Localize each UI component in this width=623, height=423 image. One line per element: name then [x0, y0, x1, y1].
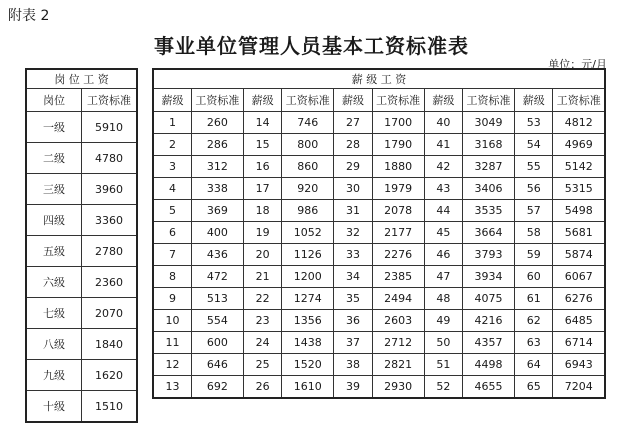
grade-level-cell: 19 — [243, 222, 281, 244]
position-salary-cell: 3960 — [82, 174, 138, 205]
grade-level-cell: 13 — [153, 376, 191, 399]
position-salary-cell: 5910 — [82, 112, 138, 143]
grade-salary-cell: 746 — [282, 112, 334, 134]
grade-salary-cell: 3049 — [463, 112, 515, 134]
grade-salary-cell: 3793 — [463, 244, 515, 266]
grade-level-cell: 64 — [515, 354, 553, 376]
grade-level-cell: 45 — [424, 222, 462, 244]
grade-salary-cell: 1790 — [372, 134, 424, 156]
grade-standard-col-header: 工资标准 — [553, 89, 605, 112]
grade-salary-cell: 2177 — [372, 222, 424, 244]
grade-level-cell: 53 — [515, 112, 553, 134]
position-row — [26, 236, 137, 267]
position-salary-cell: 1510 — [82, 391, 138, 423]
grade-salary-cell: 2821 — [372, 354, 424, 376]
grade-level-cell: 61 — [515, 288, 553, 310]
grade-salary-cell: 3535 — [463, 200, 515, 222]
position-salary-cell: 1840 — [82, 329, 138, 360]
grade-level-cell: 21 — [243, 266, 281, 288]
grade-salary-cell: 7204 — [553, 376, 605, 399]
grade-row — [153, 288, 605, 310]
grade-level-cell: 56 — [515, 178, 553, 200]
grade-salary-cell: 1979 — [372, 178, 424, 200]
position-level-cell: 四级 — [26, 205, 82, 236]
grade-row — [153, 112, 605, 134]
grade-col-header: 薪级 — [243, 89, 281, 112]
grade-level-cell: 49 — [424, 310, 462, 332]
grade-level-cell: 1 — [153, 112, 191, 134]
grade-salary-cell: 400 — [191, 222, 243, 244]
grade-salary-cell: 1356 — [282, 310, 334, 332]
grade-salary-cell: 4655 — [463, 376, 515, 399]
grade-level-cell: 28 — [334, 134, 372, 156]
grade-col-header: 薪级 — [424, 89, 462, 112]
position-row — [26, 112, 137, 143]
grade-level-cell: 11 — [153, 332, 191, 354]
grade-row — [153, 376, 605, 399]
grade-salary-cell: 5874 — [553, 244, 605, 266]
grade-level-cell: 55 — [515, 156, 553, 178]
grade-level-cell: 65 — [515, 376, 553, 399]
appendix-label: 附表 2 — [8, 8, 50, 24]
grade-salary-cell: 4357 — [463, 332, 515, 354]
grade-row — [153, 156, 605, 178]
grade-standard-col-header: 工资标准 — [463, 89, 515, 112]
grade-salary-cell: 6485 — [553, 310, 605, 332]
grade-level-cell: 9 — [153, 288, 191, 310]
position-level-cell: 七级 — [26, 298, 82, 329]
grade-level-cell: 14 — [243, 112, 281, 134]
grade-salary-cell: 6276 — [553, 288, 605, 310]
grade-salary-cell: 369 — [191, 200, 243, 222]
grade-level-cell: 37 — [334, 332, 372, 354]
grade-salary-cell: 5498 — [553, 200, 605, 222]
grade-salary-cell: 513 — [191, 288, 243, 310]
grade-level-cell: 39 — [334, 376, 372, 399]
grade-level-cell: 60 — [515, 266, 553, 288]
grade-salary-cell: 312 — [191, 156, 243, 178]
grade-salary-cell: 1880 — [372, 156, 424, 178]
grade-level-cell: 30 — [334, 178, 372, 200]
grade-col-header: 薪级 — [153, 89, 191, 112]
grade-salary-cell: 1610 — [282, 376, 334, 399]
unit-label: 单位：元/月 — [548, 58, 607, 71]
grade-salary-cell: 1520 — [282, 354, 334, 376]
grade-level-cell: 4 — [153, 178, 191, 200]
position-row — [26, 143, 137, 174]
position-salary-cell: 3360 — [82, 205, 138, 236]
position-level-cell: 五级 — [26, 236, 82, 267]
grade-level-cell: 22 — [243, 288, 281, 310]
grade-salary-cell: 646 — [191, 354, 243, 376]
grade-level-cell: 32 — [334, 222, 372, 244]
grade-salary-cell: 860 — [282, 156, 334, 178]
grade-salary-cell: 2385 — [372, 266, 424, 288]
grade-salary-cell: 3287 — [463, 156, 515, 178]
position-level-cell: 八级 — [26, 329, 82, 360]
grade-level-cell: 48 — [424, 288, 462, 310]
grade-salary-cell: 1126 — [282, 244, 334, 266]
grade-row — [153, 178, 605, 200]
page-title: 事业单位管理人员基本工资标准表 — [154, 34, 469, 58]
grade-salary-cell: 6067 — [553, 266, 605, 288]
grade-salary-cell: 286 — [191, 134, 243, 156]
grade-level-cell: 54 — [515, 134, 553, 156]
grade-salary-cell: 472 — [191, 266, 243, 288]
grade-salary-cell: 1700 — [372, 112, 424, 134]
position-row — [26, 298, 137, 329]
position-row — [26, 360, 137, 391]
grade-salary-cell: 3934 — [463, 266, 515, 288]
grade-level-cell: 17 — [243, 178, 281, 200]
grade-level-cell: 7 — [153, 244, 191, 266]
grade-salary-cell: 4498 — [463, 354, 515, 376]
grade-level-cell: 58 — [515, 222, 553, 244]
grade-salary-cell: 986 — [282, 200, 334, 222]
position-level-cell: 二级 — [26, 143, 82, 174]
grade-salary-cell: 1274 — [282, 288, 334, 310]
grade-salary-cell: 260 — [191, 112, 243, 134]
grade-group-header: 薪 级 工 资 — [153, 69, 605, 89]
grade-level-cell: 10 — [153, 310, 191, 332]
grade-level-cell: 5 — [153, 200, 191, 222]
grade-row — [153, 244, 605, 266]
grade-row — [153, 354, 605, 376]
grade-level-cell: 34 — [334, 266, 372, 288]
grade-salary-cell: 4969 — [553, 134, 605, 156]
position-level-cell: 三级 — [26, 174, 82, 205]
grade-salary-cell: 5681 — [553, 222, 605, 244]
grade-level-cell: 41 — [424, 134, 462, 156]
grade-row — [153, 266, 605, 288]
grade-row — [153, 200, 605, 222]
grade-level-cell: 25 — [243, 354, 281, 376]
grade-salary-cell: 5315 — [553, 178, 605, 200]
grade-level-cell: 20 — [243, 244, 281, 266]
grade-salary-cell: 2494 — [372, 288, 424, 310]
position-col-header: 岗位 — [26, 89, 82, 112]
grade-salary-cell: 2930 — [372, 376, 424, 399]
grade-salary-cell: 338 — [191, 178, 243, 200]
grade-salary-cell: 1438 — [282, 332, 334, 354]
grade-col-header: 薪级 — [515, 89, 553, 112]
grade-level-cell: 26 — [243, 376, 281, 399]
grade-level-cell: 31 — [334, 200, 372, 222]
grade-level-cell: 24 — [243, 332, 281, 354]
position-salary-cell: 2360 — [82, 267, 138, 298]
grade-level-cell: 57 — [515, 200, 553, 222]
position-row — [26, 267, 137, 298]
grade-level-cell: 27 — [334, 112, 372, 134]
grade-level-cell: 29 — [334, 156, 372, 178]
grade-salary-cell: 4812 — [553, 112, 605, 134]
grade-level-cell: 36 — [334, 310, 372, 332]
grade-level-cell: 12 — [153, 354, 191, 376]
grade-level-cell: 63 — [515, 332, 553, 354]
grade-salary-cell: 1052 — [282, 222, 334, 244]
grade-standard-col-header: 工资标准 — [191, 89, 243, 112]
grade-salary-cell: 1200 — [282, 266, 334, 288]
position-salary-cell: 2780 — [82, 236, 138, 267]
position-level-cell: 一级 — [26, 112, 82, 143]
grade-row — [153, 332, 605, 354]
grade-level-cell: 16 — [243, 156, 281, 178]
grade-standard-col-header: 工资标准 — [282, 89, 334, 112]
grade-salary-table — [152, 68, 606, 399]
grade-level-cell: 23 — [243, 310, 281, 332]
position-salary-cell: 4780 — [82, 143, 138, 174]
grade-level-cell: 15 — [243, 134, 281, 156]
grade-salary-cell: 2078 — [372, 200, 424, 222]
standard-col-header: 工资标准 — [82, 89, 138, 112]
grade-salary-cell: 3406 — [463, 178, 515, 200]
grade-salary-cell: 3168 — [463, 134, 515, 156]
grade-level-cell: 51 — [424, 354, 462, 376]
grade-level-cell: 42 — [424, 156, 462, 178]
grade-standard-col-header: 工资标准 — [372, 89, 424, 112]
grade-salary-cell: 2712 — [372, 332, 424, 354]
grade-level-cell: 40 — [424, 112, 462, 134]
position-salary-table — [25, 68, 138, 423]
grade-row — [153, 222, 605, 244]
grade-row — [153, 134, 605, 156]
grade-level-cell: 18 — [243, 200, 281, 222]
position-row — [26, 391, 137, 423]
grade-salary-cell: 4216 — [463, 310, 515, 332]
grade-salary-cell: 2603 — [372, 310, 424, 332]
grade-level-cell: 52 — [424, 376, 462, 399]
grade-salary-cell: 800 — [282, 134, 334, 156]
grade-level-cell: 6 — [153, 222, 191, 244]
position-salary-cell: 1620 — [82, 360, 138, 391]
grade-salary-cell: 6714 — [553, 332, 605, 354]
grade-level-cell: 43 — [424, 178, 462, 200]
grade-level-cell: 3 — [153, 156, 191, 178]
grade-level-cell: 2 — [153, 134, 191, 156]
position-level-cell: 九级 — [26, 360, 82, 391]
grade-level-cell: 38 — [334, 354, 372, 376]
grade-row — [153, 310, 605, 332]
grade-level-cell: 62 — [515, 310, 553, 332]
grade-col-header: 薪级 — [334, 89, 372, 112]
grade-level-cell: 59 — [515, 244, 553, 266]
grade-level-cell: 50 — [424, 332, 462, 354]
position-row — [26, 205, 137, 236]
grade-salary-cell: 600 — [191, 332, 243, 354]
grade-level-cell: 33 — [334, 244, 372, 266]
grade-salary-cell: 6943 — [553, 354, 605, 376]
position-row — [26, 329, 137, 360]
grade-level-cell: 46 — [424, 244, 462, 266]
position-salary-cell: 2070 — [82, 298, 138, 329]
grade-salary-cell: 436 — [191, 244, 243, 266]
grade-level-cell: 35 — [334, 288, 372, 310]
grade-level-cell: 8 — [153, 266, 191, 288]
grade-level-cell: 44 — [424, 200, 462, 222]
grade-salary-cell: 5142 — [553, 156, 605, 178]
grade-salary-cell: 692 — [191, 376, 243, 399]
grade-salary-cell: 3664 — [463, 222, 515, 244]
position-level-cell: 六级 — [26, 267, 82, 298]
grade-salary-cell: 920 — [282, 178, 334, 200]
grade-salary-cell: 2276 — [372, 244, 424, 266]
position-level-cell: 十级 — [26, 391, 82, 423]
grade-level-cell: 47 — [424, 266, 462, 288]
position-row — [26, 174, 137, 205]
position-group-header: 岗 位 工 资 — [26, 69, 137, 89]
grade-salary-cell: 554 — [191, 310, 243, 332]
grade-salary-cell: 4075 — [463, 288, 515, 310]
